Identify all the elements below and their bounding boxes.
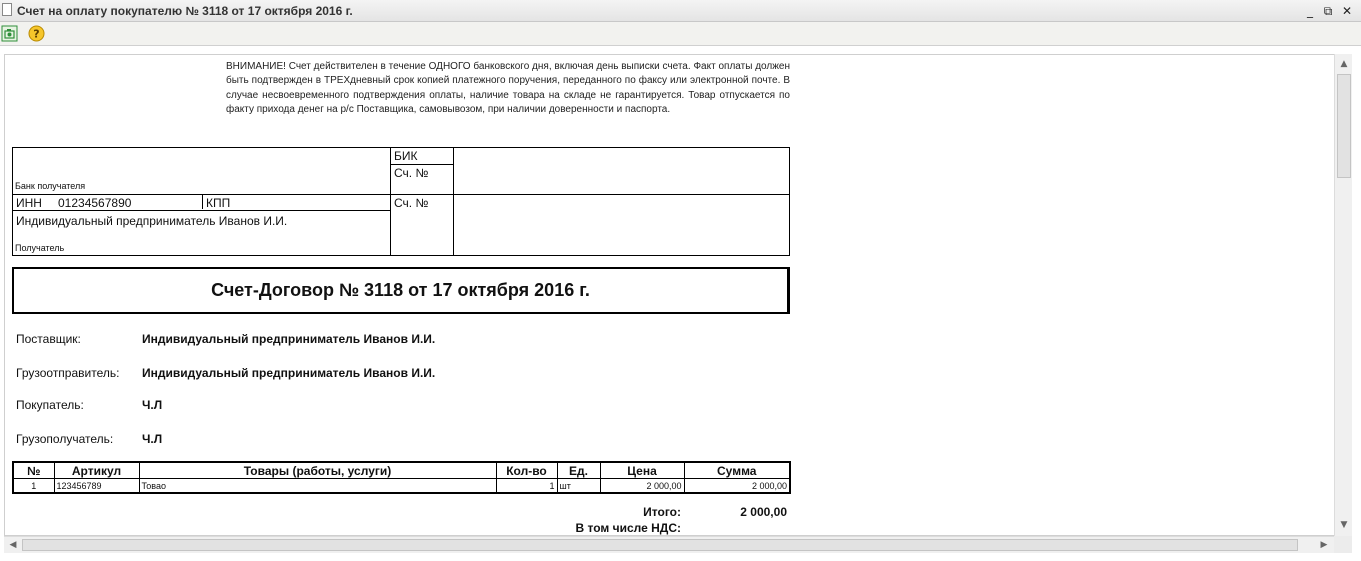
account-label-2: Сч. №	[394, 196, 429, 210]
vertical-scrollbar[interactable]	[1334, 54, 1352, 536]
bank-label: Банк получателя	[15, 181, 86, 191]
table-row	[13, 479, 790, 494]
kpp-label: КПП	[206, 196, 231, 210]
document-icon	[2, 3, 12, 16]
buyer-label: Покупатель:	[16, 398, 84, 412]
consignee-value: Ч.Л	[142, 432, 163, 446]
cell-qty: 1	[496, 479, 557, 494]
close-button[interactable]: ✕	[1341, 4, 1353, 18]
vertical-scroll-thumb[interactable]	[1337, 74, 1351, 178]
account-label-1: Сч. №	[394, 166, 429, 180]
col-header-article: Артикул	[54, 462, 139, 479]
total-label: Итого:	[643, 505, 681, 519]
col-header-goods: Товары (работы, услуги)	[139, 462, 496, 479]
shipper-label: Грузоотправитель:	[16, 366, 120, 380]
vat-label: В том числе НДС:	[575, 521, 681, 535]
help-button[interactable]	[28, 25, 45, 42]
scroll-up-arrow-icon[interactable]: ▲	[1340, 59, 1348, 69]
invoice-heading: Счет-Договор № 3118 от 17 октября 2016 г.	[211, 280, 590, 300]
scroll-right-arrow-icon[interactable]: ▶	[1320, 540, 1328, 550]
minimize-button[interactable]: _	[1307, 4, 1313, 18]
camera-save-icon	[1, 25, 18, 42]
horizontal-scroll-thumb[interactable]	[22, 539, 1298, 551]
goods-table-header	[13, 462, 790, 479]
toolbar	[0, 22, 1361, 46]
goods-table	[12, 461, 791, 494]
buyer-value: Ч.Л	[142, 398, 163, 412]
consignee-label: Грузополучатель:	[16, 432, 114, 446]
col-header-sum: Сумма	[684, 462, 790, 479]
cell-goods: Товао	[139, 479, 496, 494]
supplier-label: Поставщик:	[16, 332, 81, 346]
recipient-name: Индивидуальный предприниматель Иванов И.И.	[16, 214, 288, 228]
cell-unit: шт	[557, 479, 600, 494]
cell-price: 2 000,00	[600, 479, 684, 494]
col-header-number: №	[13, 462, 54, 479]
save-copy-button[interactable]	[1, 25, 18, 42]
bik-label: БИК	[394, 149, 418, 163]
col-header-price: Цена	[600, 462, 684, 479]
window-titlebar	[0, 0, 1361, 22]
cell-article: 123456789	[54, 479, 139, 494]
supplier-value: Индивидуальный предприниматель Иванов И.И.	[142, 332, 436, 346]
shipper-value: Индивидуальный предприниматель Иванов И.И.	[142, 366, 436, 380]
help-glyph: ?	[33, 27, 40, 41]
col-header-qty: Кол-во	[496, 462, 557, 479]
recipient-label: Получатель	[15, 243, 65, 253]
col-header-unit: Ед.	[557, 462, 600, 479]
scrollbar-corner	[1334, 536, 1352, 553]
scroll-left-arrow-icon[interactable]: ◀	[9, 540, 17, 550]
restore-button[interactable]: ⧉	[1323, 4, 1333, 18]
document-viewport[interactable]	[4, 54, 1334, 536]
scroll-down-arrow-icon[interactable]: ▼	[1340, 520, 1348, 530]
window-title: Счет на оплату покупателю № 3118 от 17 октября 2016 г.	[17, 4, 353, 18]
inn-label: ИНН	[16, 196, 42, 210]
cell-number: 1	[13, 479, 54, 494]
cell-sum: 2 000,00	[684, 479, 790, 494]
inn-value: 01234567890	[58, 196, 132, 210]
bank-details-table	[12, 147, 790, 256]
help-icon	[28, 25, 45, 42]
payment-notice: ВНИМАНИЕ! Счет действителен в течение ОДНОГО банковского дня, включая день выписки счета. Факт оплаты должен быть подтвержден в ТРЕХдневный срок копией платежного поручения, переданного по факсу или электронной почте. В случае несвоевременного подтверждения оплаты, наличие товара на складе не гарантируется. Товар отпускается по факту прихода денег на р/с Поставщика, самовывозом, при наличии доверенности и паспорта.	[226, 61, 790, 115]
total-value: 2 000,00	[740, 505, 787, 519]
invoice-heading-box	[12, 267, 790, 314]
horizontal-scrollbar[interactable]	[4, 536, 1334, 553]
